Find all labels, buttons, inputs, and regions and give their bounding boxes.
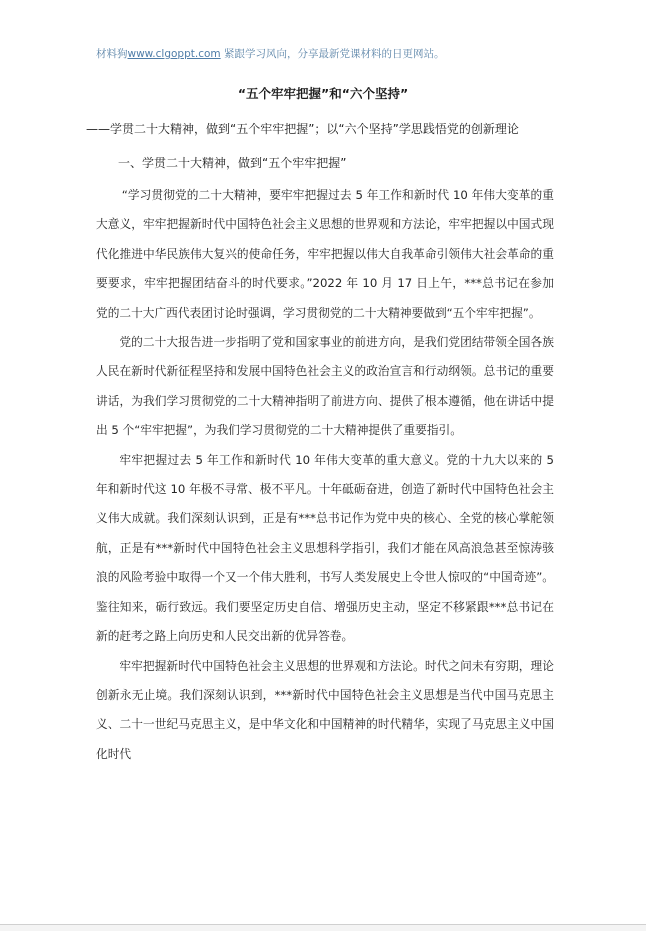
paragraph-4: 牢牢把握新时代中国特色社会主义思想的世界观和方法论。时代之问未有穷期，理论创新永无止境。我们深刻认识到，***新时代中国特色社会主义思想是当代中国马克思主义、二十一世纪马克思主义，是中华文化和中国精神的时代精华，实现了马克思主义中国化时代 — [96, 658, 554, 761]
source-link[interactable]: www.clgoppt.com — [127, 48, 221, 60]
paragraph-1: “学习贯彻党的二十大精神，要牢牢把握过去 5 年工作和新时代 10 年伟大变革的重大意义，牢牢把握新时代中国特色社会主义思想的世界观和方法论，牢牢把握以中国式现代化推进中华民族伟大复兴的使命任务，牢牢把握以伟大自我革命引领伟大社会革命的重要要求，牢牢把握团结奋斗的时代要求。”2022 年 10 月 17 日上午，***总书记在参加党的二十大广西代表团讨论时强调，学习贯彻党的二十大精神要做到“五个牢牢把握”。 — [96, 188, 554, 320]
source-slogan: 紧跟学习风向，分享最新党课材料的日更网站。 — [220, 48, 445, 60]
source-prefix: 材料狗 — [96, 48, 128, 60]
section-heading: 一、学贯二十大精神，做到“五个牢牢把握” — [118, 156, 347, 170]
paragraph-3: 牢牢把握过去 5 年工作和新时代 10 年伟大变革的重大意义。党的十九大以来的 5 年和新时代这 10 年极不寻常、极不平凡。十年砥砺奋进，创造了新时代中国特色社会主义伟大成就。我们深刻认识到，正是有***总书记作为党中央的核心、全党的核心掌舵领航，正是有***新时代中国特色社会主义思想科学指引，我们才能在风高浪急甚至惊涛骇浪的风险考验中取得一个又一个伟大胜利，书写人类发展史上令世人惊叹的“中国奇迹”。鉴往知来，砺行致远。我们要坚定历史自信、增强历史主动，坚定不移紧跟***总书记在新的赶考之路上向历史和人民交出新的优异答卷。 — [96, 452, 554, 644]
document-subtitle: ——学贯二十大精神，做到“五个牢牢把握”；以“六个坚持”学思践悟党的创新理论 — [86, 122, 519, 136]
document-body — [96, 181, 554, 769]
paragraph-2: 党的二十大报告进一步指明了党和国家事业的前进方向，是我们党团结带领全国各族人民在新时代新征程坚持和发展中国特色社会主义的政治宣言和行动纲领。总书记的重要讲话，为我们学习贯彻党的二十大精神指明了前进方向、提供了根本遵循，他在讲话中提出 5 个“牢牢把握”，为我们学习贯彻党的二十大精神提供了重要指引。 — [96, 335, 554, 438]
document-title: “五个牢牢把握”和“六个坚持” — [237, 86, 409, 101]
page-bottom-edge — [0, 924, 646, 931]
source-header — [96, 47, 444, 61]
